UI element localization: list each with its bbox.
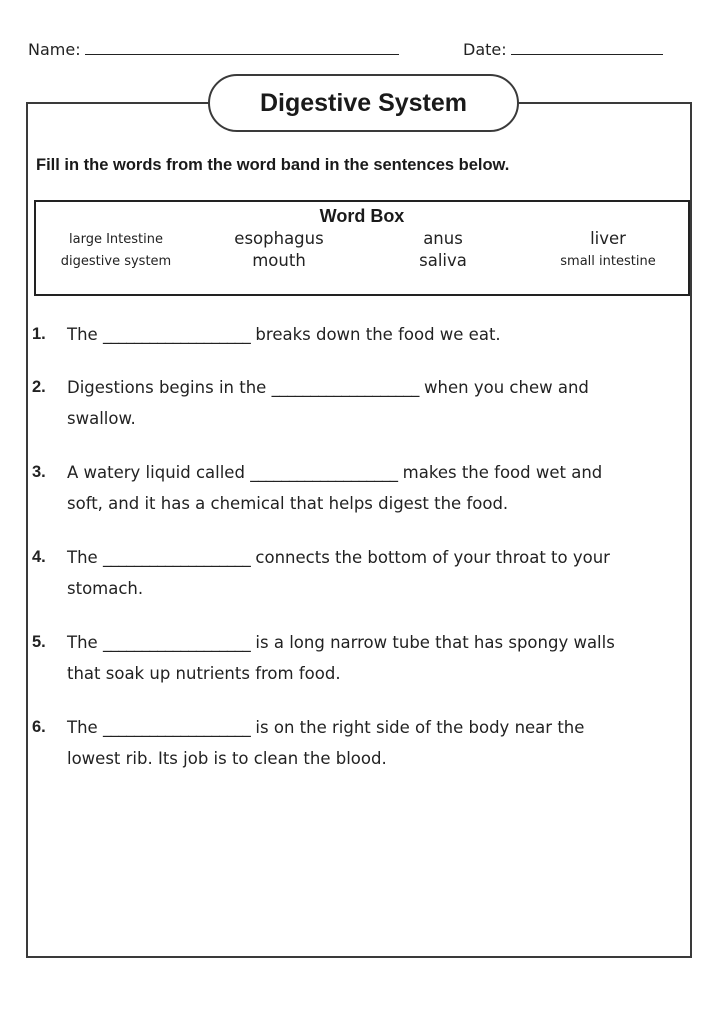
name-field[interactable]	[28, 40, 399, 59]
name-blank-line[interactable]	[85, 40, 399, 55]
word-saliva: saliva	[419, 251, 467, 270]
question-number: 6.	[32, 718, 46, 736]
word-anus: anus	[423, 229, 463, 248]
question-text-before: The	[67, 548, 103, 567]
question-3	[32, 457, 682, 519]
answer-blank[interactable]: ___________________	[102, 633, 251, 652]
word-esophagus: esophagus	[234, 229, 324, 248]
question-text-line2: stomach.	[67, 579, 144, 598]
question-text-line2: that soak up nutrients from food.	[67, 664, 341, 683]
answer-blank[interactable]: ___________________	[102, 548, 251, 567]
word-box	[34, 200, 690, 296]
question-5	[32, 627, 682, 689]
date-field[interactable]	[463, 40, 663, 59]
question-number: 4.	[32, 548, 46, 566]
word-small-intestine: small intestine	[560, 254, 656, 269]
question-text-line2: swallow.	[67, 409, 136, 428]
question-1	[32, 319, 682, 350]
question-number: 3.	[32, 463, 46, 481]
question-text-before: Digestions begins in the	[67, 378, 272, 397]
question-4	[32, 542, 682, 604]
question-text-before: A watery liquid called	[67, 463, 251, 482]
question-text-line2: lowest rib. Its job is to clean the blood.	[67, 749, 387, 768]
page-title: Digestive System	[208, 74, 519, 132]
answer-blank[interactable]: ___________________	[250, 463, 398, 482]
date-blank-line[interactable]	[511, 40, 663, 55]
question-text-after: breaks down the food we eat.	[250, 325, 501, 344]
question-number: 5.	[32, 633, 46, 651]
word-digestive-system: digestive system	[60, 254, 172, 269]
answer-blank[interactable]: ___________________	[271, 378, 419, 397]
question-text-after: when you chew and	[418, 378, 589, 397]
word-large-intestine: large Intestine	[69, 232, 163, 247]
date-label: Date:	[463, 40, 507, 59]
answer-blank[interactable]: ___________________	[102, 718, 251, 737]
question-text-after: connects the bottom of your throat to your	[250, 548, 610, 567]
question-text-before: The	[67, 633, 103, 652]
question-number: 2.	[32, 378, 46, 396]
question-text-line2: soft, and it has a chemical that helps digest the food.	[67, 494, 509, 513]
question-text-before: The	[67, 718, 103, 737]
question-6	[32, 712, 682, 774]
question-text-after: makes the food wet and	[397, 463, 603, 482]
name-label: Name:	[28, 40, 81, 59]
question-text-before: The	[67, 325, 103, 344]
instructions: Fill in the words from the word band in the sentences below.	[36, 156, 510, 174]
word-liver: liver	[590, 229, 626, 248]
question-number: 1.	[32, 325, 46, 343]
answer-blank[interactable]: ___________________	[102, 325, 251, 344]
word-mouth: mouth	[252, 251, 306, 270]
question-2	[32, 372, 682, 434]
question-text-after: is on the right side of the body near the	[250, 718, 585, 737]
word-box-title: Word Box	[319, 206, 405, 226]
question-text-after: is a long narrow tube that has spongy walls	[250, 633, 615, 652]
